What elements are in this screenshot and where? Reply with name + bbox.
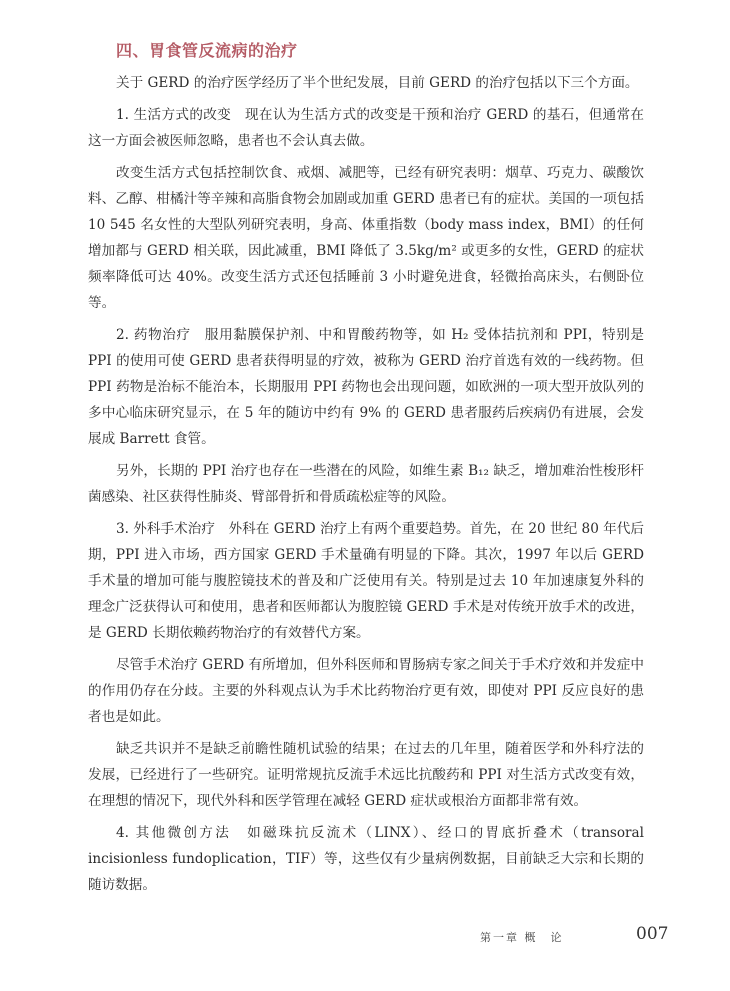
paragraph: 4. 其他微创方法 如磁珠抗反流术（LINX）、经口的胃底折叠术（transoral incisionless fundoplication，TIF）等，这些仅有少量病例数据，目前缺乏大宗和长期的随访数据。: [88, 825, 644, 893]
paragraph: 另外，长期的 PPI 治疗也存在一些潜在的风险，如维生素 B₁₂ 缺乏，增加难治性梭形杆菌感染、社区获得性肺炎、臂部骨折和骨质疏松症等的风险。: [88, 463, 644, 505]
paragraph: 3. 外科手术治疗 外科在 GERD 治疗上有两个重要趋势。首先，在 20 世纪 80 年代后期，PPI 进入市场，西方国家 GERD 手术量确有明显的下降。其次，1997 年以后 GERD 手术量的增加可能与腹腔镜技术的普及和广泛使用有关。特别是过去 10 年加速康复外科的理念广泛获得认可和使用，患者和医师都认为腹腔镜 GERD 手术是对传统开放手术的改进，是 GERD 长期依赖药物治疗的有效替代方案。: [88, 521, 644, 641]
paragraph: 尽管手术治疗 GERD 有所增加，但外科医师和胃肠病专家之间关于手术疗效和并发症中的作用仍存在分歧。主要的外科观点认为手术比药物治疗更有效，即使对 PPI 反应良好的患者也是如此。: [88, 657, 644, 725]
paragraph: 2. 药物治疗 服用黏膜保护剂、中和胃酸药物等，如 H₂ 受体拮抗剂和 PPI，特别是 PPI 的使用可使 GERD 患者获得明显的疗效，被称为 GERD 治疗首选有效的一线药物。但 PPI 药物是治标不能治本，长期服用 PPI 药物也会出现问题，如欧洲的一项大型开放队列的多中心临床研究显示，在 5 年的随访中约有 9% 的 GERD 患者服药后疾病仍有进展，会发展成 Barrett 食管。: [88, 327, 644, 447]
paragraph: 1. 生活方式的改变 现在认为生活方式的改变是干预和治疗 GERD 的基石，但通常在这一方面会被医师忽略，患者也不会认真去做。: [88, 107, 644, 149]
paragraph: 关于 GERD 的治疗医学经历了半个世纪发展，目前 GERD 的治疗包括以下三个方面。: [116, 75, 639, 91]
paragraph: 改变生活方式包括控制饮食、戒烟、减肥等，已经有研究表明：烟草、巧克力、碳酸饮料、乙醇、柑橘汁等辛辣和高脂食物会加剧或加重 GERD 患者已有的症状。美国的一项包括 10 545 名女性的大型队列研究表明，身高、体重指数（body mass index，BMI）的任何增加都与 GERD 相关联，因此减重，BMI 降低了 3.5kg/m² 或更多的女性，GERD 的症状频率降低可达 40%。改变生活方式还包括睡前 3 小时避免进食，轻微抬高床头，右侧卧位等。: [88, 165, 644, 311]
body-text: [88, 70, 644, 904]
chapter-footer: 第一章 概 论: [480, 931, 564, 944]
section-heading: 四、胃食管反流病的治疗: [116, 41, 298, 60]
paragraph: 缺乏共识并不是缺乏前瞻性随机试验的结果；在过去的几年里，随着医学和外科疗法的发展，已经进行了一些研究。证明常规抗反流手术远比抗酸药和 PPI 对生活方式改变有效，在理想的情况下，现代外科和医学管理在减轻 GERD 症状或根治方面都非常有效。: [88, 741, 644, 809]
page-number: 007: [636, 924, 669, 944]
